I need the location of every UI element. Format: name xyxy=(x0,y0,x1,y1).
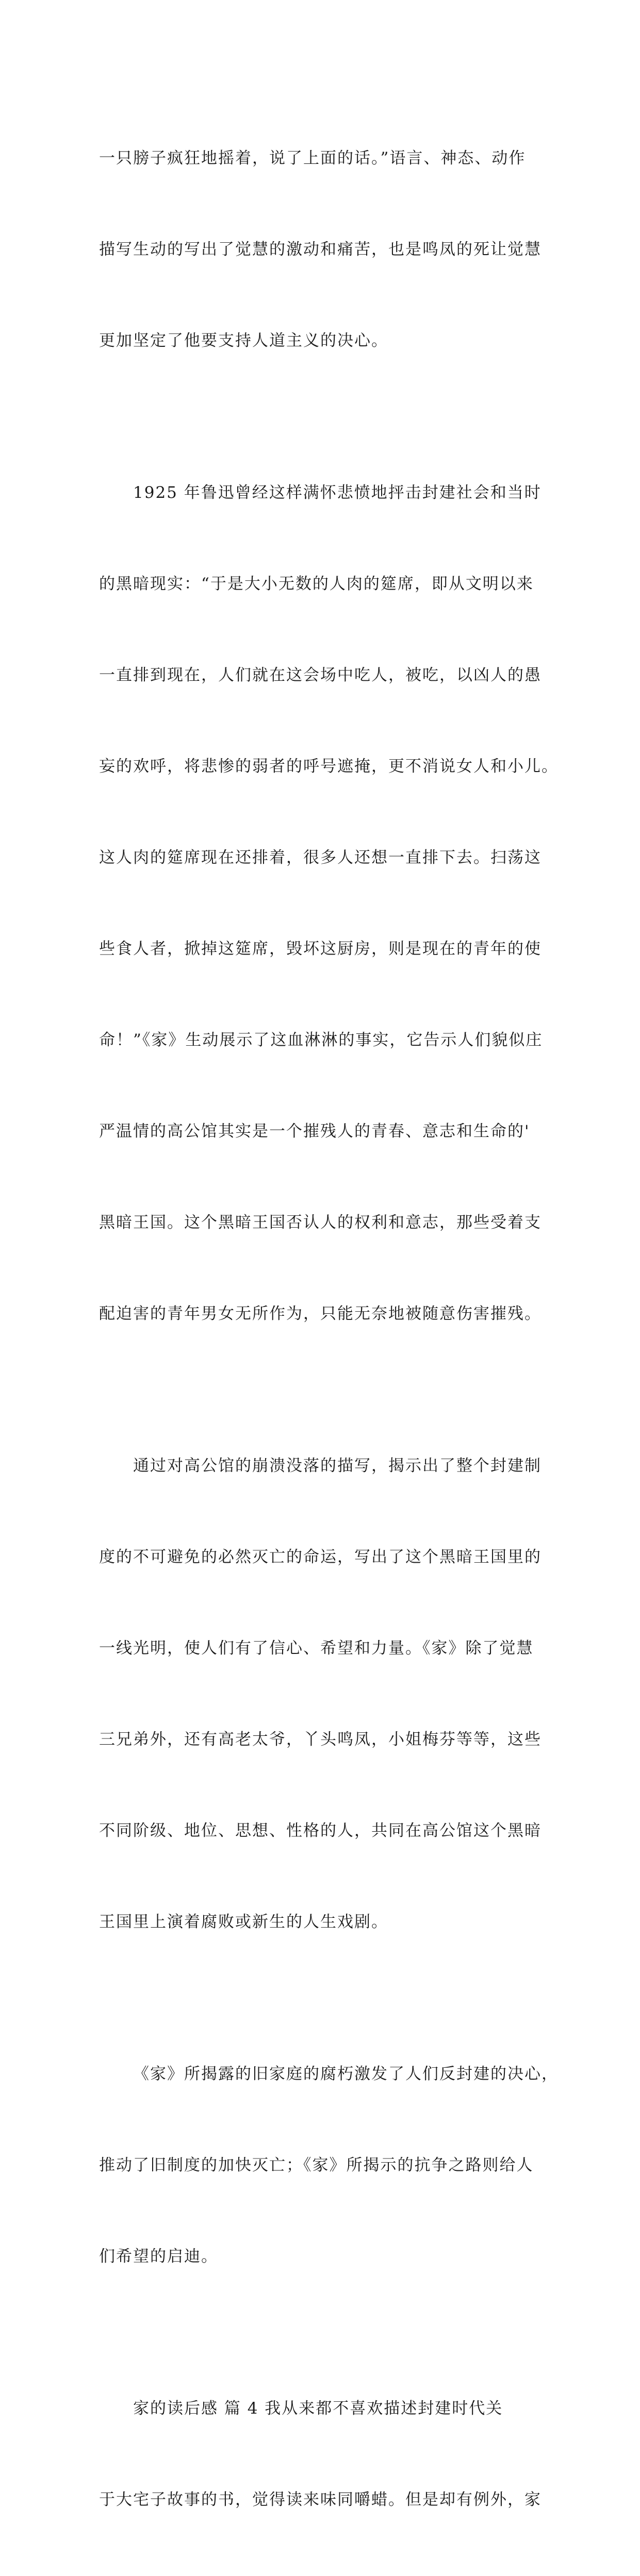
paragraph-5 xyxy=(99,2333,553,2576)
text-line: 王国里上演着腐败或新生的人生戏剧。 xyxy=(99,1913,388,1931)
text-line: 命！”《家》生动展示了这血淋淋的事实，它告示人们貌似庄 xyxy=(99,1031,543,1049)
text-line: 不同阶级、地位、思想、性格的人，共同在高公馆这个黑暗 xyxy=(99,1821,541,1840)
text-line: 一只膀子疯狂地摇着，说了上面的话。”语言、神态、动作 xyxy=(99,149,526,168)
text-line: 配迫害的青年男女无所作为，只能无奈地被随意伤害摧残。 xyxy=(99,1304,541,1323)
paragraph-1 xyxy=(99,82,553,417)
text-line: 这人肉的筵席现在还排着，很多人还想一直排下去。扫荡这 xyxy=(99,848,541,867)
text-line: 们希望的启迪。 xyxy=(99,2247,218,2266)
text-line: 度的不可避免的必然灭亡的命运，写出了这个黑暗王国里的 xyxy=(99,1548,541,1566)
text-line: 描写生动的写出了觉慧的激动和痛苦，也是鸣凤的死让觉慧 xyxy=(99,240,541,259)
text-line: 通过对高公馆的崩溃没落的描写，揭示出了整个封建制 xyxy=(133,1457,541,1475)
text-line: 三兄弟外，还有高老太爷，丫头鸣凤，小姐梅芬等等，这些 xyxy=(99,1730,541,1749)
text-line: 些食人者，掀掉这筵席，毁坏这厨房，则是现在的青年的使 xyxy=(99,940,541,958)
text-line: 一直排到现在，人们就在这会场中吃人，被吃，以凶人的愚 xyxy=(99,666,541,684)
paragraph-2 xyxy=(99,417,559,1390)
text-line: 黑暗王国。这个黑暗王国否认人的权利和意志，那些受着支 xyxy=(99,1213,541,1232)
text-line: 严温情的高公馆其实是一个摧残人的青春、意志和生命的' xyxy=(99,1122,530,1141)
text-line: 一线光明，使人们有了信心、希望和力量。《家》除了觉慧 xyxy=(99,1639,534,1658)
text-line: 于大宅子故事的书，觉得读来味同嚼蜡。但是却有例外，家 xyxy=(99,2490,541,2509)
body-text xyxy=(99,82,559,2576)
text-line: 推动了旧制度的加快灭亡；《家》所揭示的抗争之路则给人 xyxy=(99,2156,534,2174)
text-line: 1925 年鲁迅曾经这样满怀悲愤地抨击封建社会和当时 xyxy=(133,483,541,502)
text-line: 的黑暗现实：“于是大小无数的人肉的筵席，即从文明以来 xyxy=(99,575,534,593)
paragraph-4 xyxy=(99,1998,559,2333)
text-line: 家的读后感 篇 4 我从来都不喜欢描述封建时代关 xyxy=(133,2399,503,2418)
text-line: 《家》所揭露的旧家庭的腐朽激发了人们反封建的决心， xyxy=(133,2065,559,2083)
text-line: 更加坚定了他要支持人道主义的决心。 xyxy=(99,331,388,350)
text-line: 妄的欢呼，将悲惨的弱者的呼号遮掩，更不消说女人和小儿。 xyxy=(99,757,559,776)
paragraph-3 xyxy=(99,1390,553,1998)
